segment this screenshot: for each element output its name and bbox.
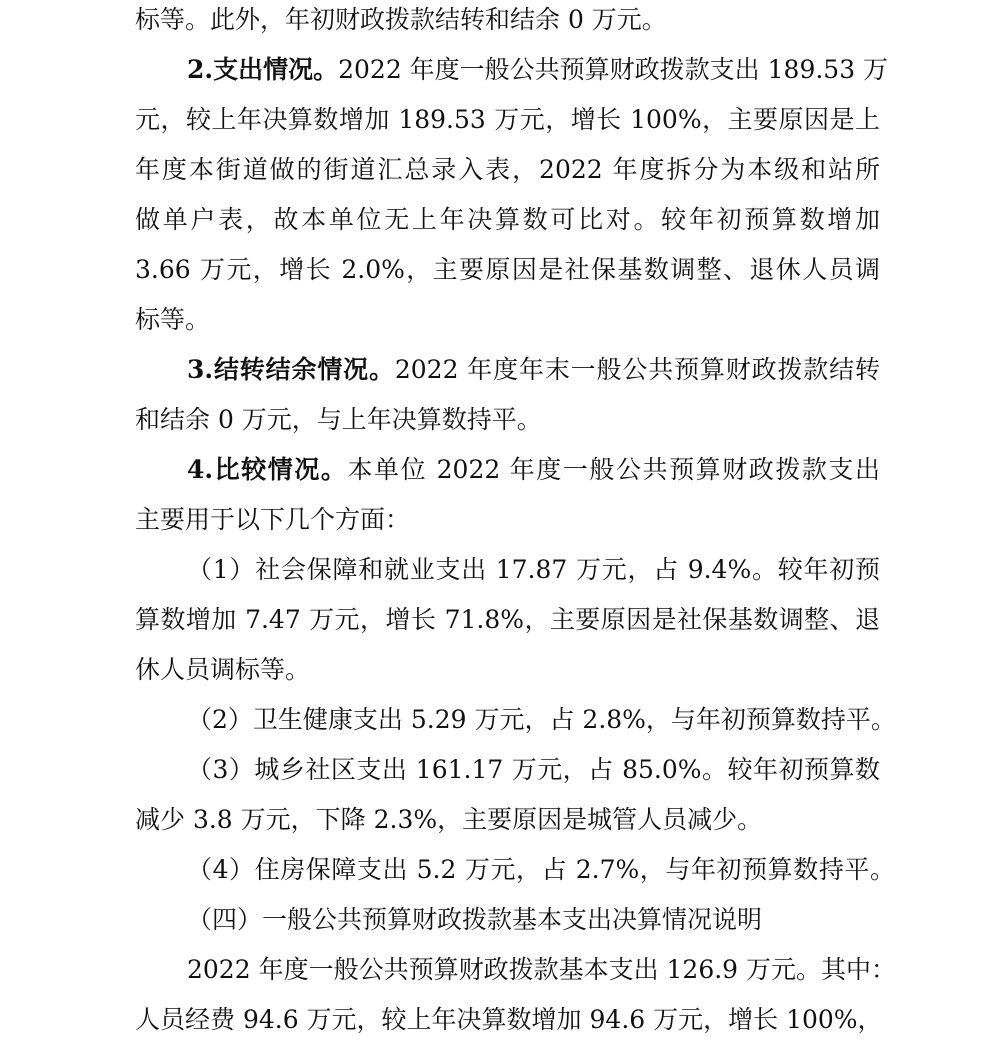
paragraph-line-7: 标等。 [135,305,211,334]
comparison-heading-line: 4.比较情况。本单位 2022 年度一般公共预算财政拨款支出 [187,455,880,484]
paragraph-line-20: 2022 年度一般公共预算财政拨款基本支出 126.9 万元。其中： [187,955,897,984]
list-item-urban-rural: （3）城乡社区支出 161.17 万元，占 85.0%。较年初预算数 [187,755,880,784]
section-heading-basic-expenditure: （四）一般公共预算财政拨款基本支出决算情况说明 [187,905,763,934]
paragraph-line-9: 和结余 0 万元，与上年决算数持平。 [135,405,542,434]
list-item-social-security: （1）社会保障和就业支出 17.87 万元，占 9.4%。较年初预 [187,555,880,584]
paragraph-line-14: 休人员调标等。 [135,655,311,684]
section-heading-carryover: 3.结转结余情况。 [187,355,395,384]
paragraph-line-17: 减少 3.8 万元，下降 2.3%，主要原因是城管人员减少。 [135,805,763,834]
expenditure-heading-line: 2.支出情况。2022 年度一般公共预算财政拨款支出 189.53 万 [187,55,889,84]
carryover-heading-line: 3.结转结余情况。2022 年度年末一般公共预算财政拨款结转 [187,355,880,384]
paragraph-line-13: 算数增加 7.47 万元，增长 71.8%，主要原因是社保基数调整、退 [135,605,880,634]
paragraph-line-21: 人员经费 94.6 万元，较上年决算数增加 94.6 万元，增长 100%， [135,1005,883,1034]
paragraph-line-4: 年度本街道做的街道汇总录入表，2022 年度拆分为本级和站所 [135,155,880,184]
paragraph-line-1: 标等。此外，年初财政拨款结转和结余 0 万元。 [135,5,667,34]
paragraph-line-5: 做单户表，故本单位无上年决算数可比对。较年初预算数增加 [135,205,880,234]
section-heading-expenditure: 2.支出情况。 [187,55,339,84]
section-heading-comparison: 4.比较情况。 [187,455,348,484]
paragraph-line-3: 元，较上年决算数增加 189.53 万元，增长 100%，主要原因是上 [135,105,880,134]
paragraph-line-11: 主要用于以下几个方面： [135,505,411,534]
paragraph-line-6: 3.66 万元，增长 2.0%，主要原因是社保基数调整、退休人员调 [135,255,880,284]
list-item-housing: （4）住房保障支出 5.2 万元，占 2.7%，与年初预算数持平。 [187,855,895,884]
list-item-health: （2）卫生健康支出 5.29 万元，占 2.8%，与年初预算数持平。 [187,705,896,734]
